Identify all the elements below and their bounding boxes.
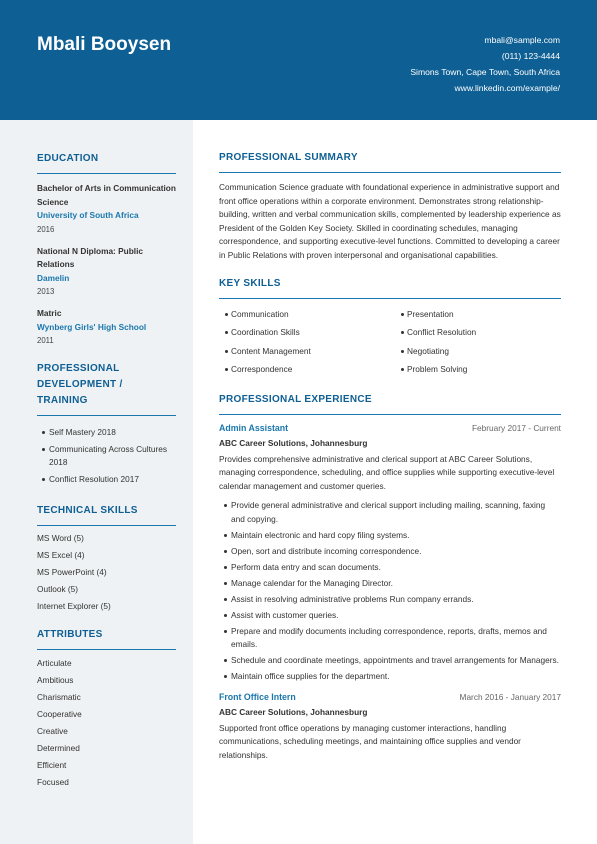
duty-item: Manage calendar for the Managing Director.: [231, 577, 561, 591]
training-list: [37, 426, 176, 486]
attribute-item: Ambitious: [37, 675, 74, 685]
education-entry: [37, 245, 176, 299]
edu-year: 2016: [37, 224, 55, 234]
skill-item: Presentation: [401, 305, 567, 324]
skill-item: Conflict Resolution: [401, 323, 567, 342]
job-company: ABC Career Solutions, Johannesburg: [219, 706, 368, 717]
duty-item: Maintain office supplies for the department.: [231, 670, 561, 684]
key-skills-section: [219, 276, 561, 379]
contact-phone: (011) 123-4444: [501, 51, 560, 61]
duty-item: Prepare and modify documents including correspondence, reports, drafts, memos and emails.: [231, 625, 561, 652]
skill-item: Coordination Skills: [225, 323, 401, 342]
duty-item: Open, sort and distribute incoming correspondence.: [231, 545, 561, 559]
job-description: Supported front office operations by managing customer interactions, handling communications, scheduling meetings, and maintaining office supplies and vendor relationships.: [219, 722, 521, 761]
technical-item: MS PowerPoint (4): [37, 567, 107, 577]
skills-grid: [219, 305, 561, 379]
divider: [219, 172, 561, 173]
technical-item: Outlook (5): [37, 584, 79, 594]
technical-item: MS Word (5): [37, 533, 84, 543]
experience-title: PROFESSIONAL EXPERIENCE: [219, 393, 372, 405]
job-header: [219, 692, 561, 702]
edu-year: 2013: [37, 287, 55, 296]
edu-degree: Matric: [37, 308, 62, 318]
sidebar: [0, 120, 193, 844]
attribute-item: Cooperative: [37, 709, 82, 719]
attribute-item: Articulate: [37, 658, 72, 668]
attribute-item: Focused: [37, 777, 69, 787]
duty-item: Maintain electronic and hard copy filing systems.: [231, 529, 561, 543]
summary-text: Communication Science graduate with foundational experience in administrative support and front office operations within a corporate environment. Demonstrates strong relationship-building, written and verbal communication skills, complemented by leadership experience as President of the Golden Key Society. Skilled in coordinating schedules, managing correspondence, and supporting executive-level functions. Committed to developing a career in Public Relations with proven interpersonal and organisational capabilities.: [219, 182, 561, 260]
duty-item: Assist in resolving administrative problems Run company errands.: [231, 593, 561, 607]
skill-item: Correspondence: [225, 360, 401, 379]
duty-item: Schedule and coordinate meetings, appointments and travel arrangements for Managers.: [231, 654, 561, 668]
job-title: Front Office Intern: [219, 691, 296, 702]
job-entry: [219, 692, 561, 763]
duty-item: Assist with customer queries.: [231, 609, 561, 623]
education-title: EDUCATION: [37, 153, 99, 164]
training-title: PROFESSIONAL DEVELOPMENT / TRAINING: [37, 363, 123, 406]
edu-degree: Bachelor of Arts in Communication Science: [37, 183, 176, 207]
skill-item: Negotiating: [401, 342, 567, 361]
training-item: Communicating Across Cultures 2018: [49, 443, 176, 469]
divider: [37, 415, 176, 416]
divider: [37, 525, 176, 526]
skill-item: Problem Solving: [401, 360, 567, 379]
duty-item: Perform data entry and scan documents.: [231, 561, 561, 575]
attributes-list: [37, 655, 176, 791]
technical-list: [37, 530, 176, 615]
edu-year: 2011: [37, 336, 54, 345]
divider: [219, 414, 561, 415]
divider: [37, 173, 176, 174]
candidate-name: Mbali Booysen: [37, 34, 172, 55]
training-item: Self Mastery 2018: [49, 426, 176, 439]
job-title: Admin Assistant: [219, 422, 289, 433]
divider: [37, 649, 176, 650]
resume-header: [0, 0, 597, 120]
contact-location: Simons Town, Cape Town, South Africa: [410, 67, 560, 77]
job-header: [219, 423, 561, 433]
training-section: [37, 361, 176, 486]
contact-linkedin[interactable]: www.linkedin.com/example/: [454, 83, 560, 93]
attribute-item: Efficient: [37, 760, 67, 770]
skill-item: Content Management: [225, 342, 401, 361]
duty-item: Provide general administrative and clerical support including mailing, scanning, faxing and copying.: [231, 499, 561, 526]
job-dates: March 2016 - January 2017: [459, 691, 561, 702]
skills-title: KEY SKILLS: [219, 277, 281, 289]
attributes-title: ATTRIBUTES: [37, 629, 103, 640]
summary-title: PROFESSIONAL SUMMARY: [219, 152, 358, 163]
attributes-section: [37, 627, 176, 791]
education-entry: [37, 307, 176, 347]
divider: [219, 298, 561, 299]
technical-skills-section: [37, 503, 176, 615]
main-content: [219, 150, 561, 763]
edu-school: Damelin: [37, 272, 70, 283]
attribute-item: Determined: [37, 743, 80, 753]
job-company: ABC Career Solutions, Johannesburg: [219, 437, 368, 448]
attribute-item: Creative: [37, 726, 68, 736]
summary-section: [219, 150, 561, 263]
technical-item: Internet Explorer (5): [37, 601, 111, 611]
edu-school: University of South Africa: [37, 210, 139, 220]
education-section: [37, 151, 176, 347]
skill-item: Communication: [225, 305, 401, 324]
job-entry: [219, 423, 561, 684]
contact-block: [410, 32, 560, 96]
job-duties: [219, 499, 561, 684]
contact-email[interactable]: mbali@sample.com: [484, 35, 560, 45]
attribute-item: Charismatic: [37, 692, 81, 702]
experience-section: [219, 392, 561, 763]
technical-item: MS Excel (4): [37, 550, 85, 560]
edu-degree: National N Diploma: Public Relations: [37, 245, 144, 269]
edu-school: Wynberg Girls' High School: [37, 321, 147, 332]
education-entry: [37, 182, 176, 236]
job-description: Provides comprehensive administrative and clerical support at ABC Career Solutions, managing correspondence, scheduling, and office supplies while supporting executive-level calendar management and customer queries.: [219, 453, 555, 491]
training-item: Conflict Resolution 2017: [49, 473, 176, 486]
technical-title: TECHNICAL SKILLS: [37, 505, 138, 516]
job-dates: February 2017 - Current: [471, 422, 561, 433]
